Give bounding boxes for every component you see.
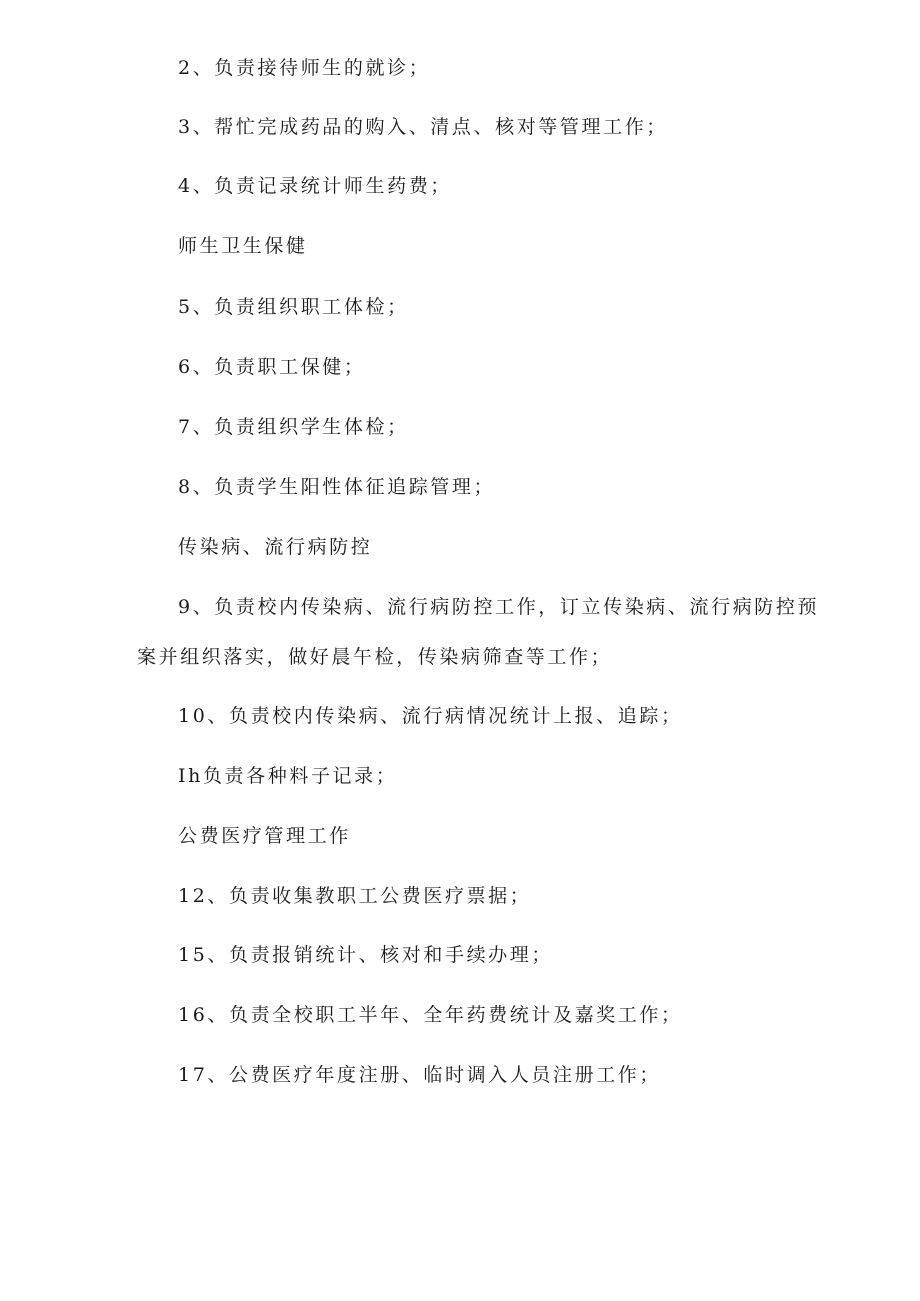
list-item-10: 10、负责校内传染病、流行病情况统计上报、追踪； xyxy=(178,705,683,727)
list-item-6: 6、负责职工保健； xyxy=(178,356,366,378)
list-item-15: 15、负责报销统计、核对和手续办理； xyxy=(178,944,553,966)
list-item-4: 4、负责记录统计师生药费； xyxy=(178,175,452,197)
section-heading-epidemic-control: 传染病、流行病防控 xyxy=(178,536,373,558)
list-item-7: 7、负责组织学生体检； xyxy=(178,416,409,438)
list-item-9-continued: 案并组织落实，做好晨午检，传染病筛查等工作； xyxy=(137,646,613,668)
list-item-17: 17、公费医疗年度注册、临时调入人员注册工作； xyxy=(178,1064,661,1086)
list-item-16: 16、负责全校职工半年、全年药费统计及嘉奖工作； xyxy=(178,1004,683,1026)
list-item-3: 3、帮忙完成药品的购入、清点、核对等管理工作； xyxy=(178,116,668,138)
section-heading-public-medical: 公费医疗管理工作 xyxy=(178,825,351,847)
section-heading-health-care: 师生卫生保健 xyxy=(178,235,308,257)
list-item-2: 2、负责接待师生的就诊； xyxy=(178,57,431,79)
list-item-5: 5、负责组织职工体检； xyxy=(178,296,409,318)
list-item-11: Ih负责各种料子记录； xyxy=(178,765,398,787)
list-item-12: 12、负责收集教职工公费医疗票据； xyxy=(178,885,532,907)
list-item-9: 9、负责校内传染病、流行病防控工作，订立传染病、流行病防控预 xyxy=(178,596,820,618)
list-item-8: 8、负责学生阳性体征追踪管理； xyxy=(178,476,496,498)
